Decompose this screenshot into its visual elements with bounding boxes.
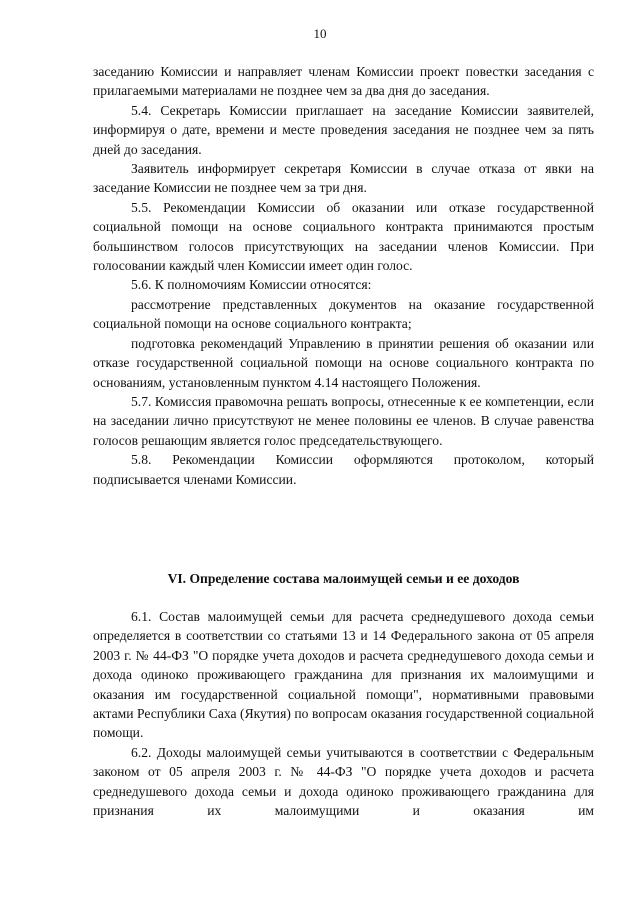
page-number: 10 [313, 26, 327, 41]
paragraph: заседанию Комиссии и направляет членам Комиссии проект повестки заседания с прилагаемыми материалами не позднее чем за два дня до заседания. [93, 64, 594, 99]
paragraph: 5.4. Секретарь Комиссии приглашает на заседание Комиссии заявителей, информируя о дате, времени и месте проведения заседания не позднее чем за пять дней до заседания. [93, 102, 594, 157]
body-text-top [93, 62, 594, 489]
paragraph: Заявитель информирует секретаря Комиссии в случае отказа от явки на заседание Комиссии не позднее чем за три дня. [93, 161, 594, 196]
body-text-bottom [93, 607, 594, 820]
paragraph: 6.1. Состав малоимущей семьи для расчета среднедушевого дохода семьи определяется в соответствии со статьями 13 и 14 Федерального закона от 05 апреля 2003 г. № 44-ФЗ "О порядке учета доходов и расчета среднедушевого дохода семьи и дохода одиноко проживающего гражданина для признания их малоимущими и оказания им государственной социальной помощи", нормативными правовыми актами Республики Саха (Якутия) по вопросам оказания государственной социальной помощи. [93, 609, 594, 741]
paragraph: 5.8. Рекомендации Комиссии оформляются протоколом, который подписывается членами Комиссии. [93, 452, 594, 487]
paragraph: 6.2. Доходы малоимущей семьи учитываются в соответствии с Федеральным законом от 05 апреля 2003 г. № 44-ФЗ "О порядке учета доходов и расчета среднедушевого дохода семьи и дохода одиноко проживающего гражданина для признания их малоимущими и оказания им [93, 744, 594, 819]
paragraph: подготовка рекомендаций Управлению в принятии решения об оказании или отказе государственной социальной помощи на основе социального контракта по основаниям, установленным пунктом 4.14 настоящего Положения. [93, 335, 594, 390]
paragraph: 5.6. К полномочиям Комиссии относятся: [131, 277, 372, 293]
paragraph: рассмотрение представленных документов на оказание государственной социальной помощи на основе социального контракта; [93, 296, 594, 332]
paragraph: 5.5. Рекомендации Комиссии об оказании или отказе государственной социальной помощи на основе социального контракта принимаются простым большинством голосов присутствующих на заседании членов Комиссии. При голосовании каждый член Комиссии имеет один голос. [93, 199, 594, 274]
paragraph: 5.7. Комиссия правомочна решать вопросы, отнесенные к ее компетенции, если на заседании лично присутствуют не менее половины ее членов. В случае равенства голосов решающим является голос председательствующего. [93, 393, 594, 448]
section-heading: VI. Определение состава малоимущей семьи и ее доходов [167, 571, 520, 586]
